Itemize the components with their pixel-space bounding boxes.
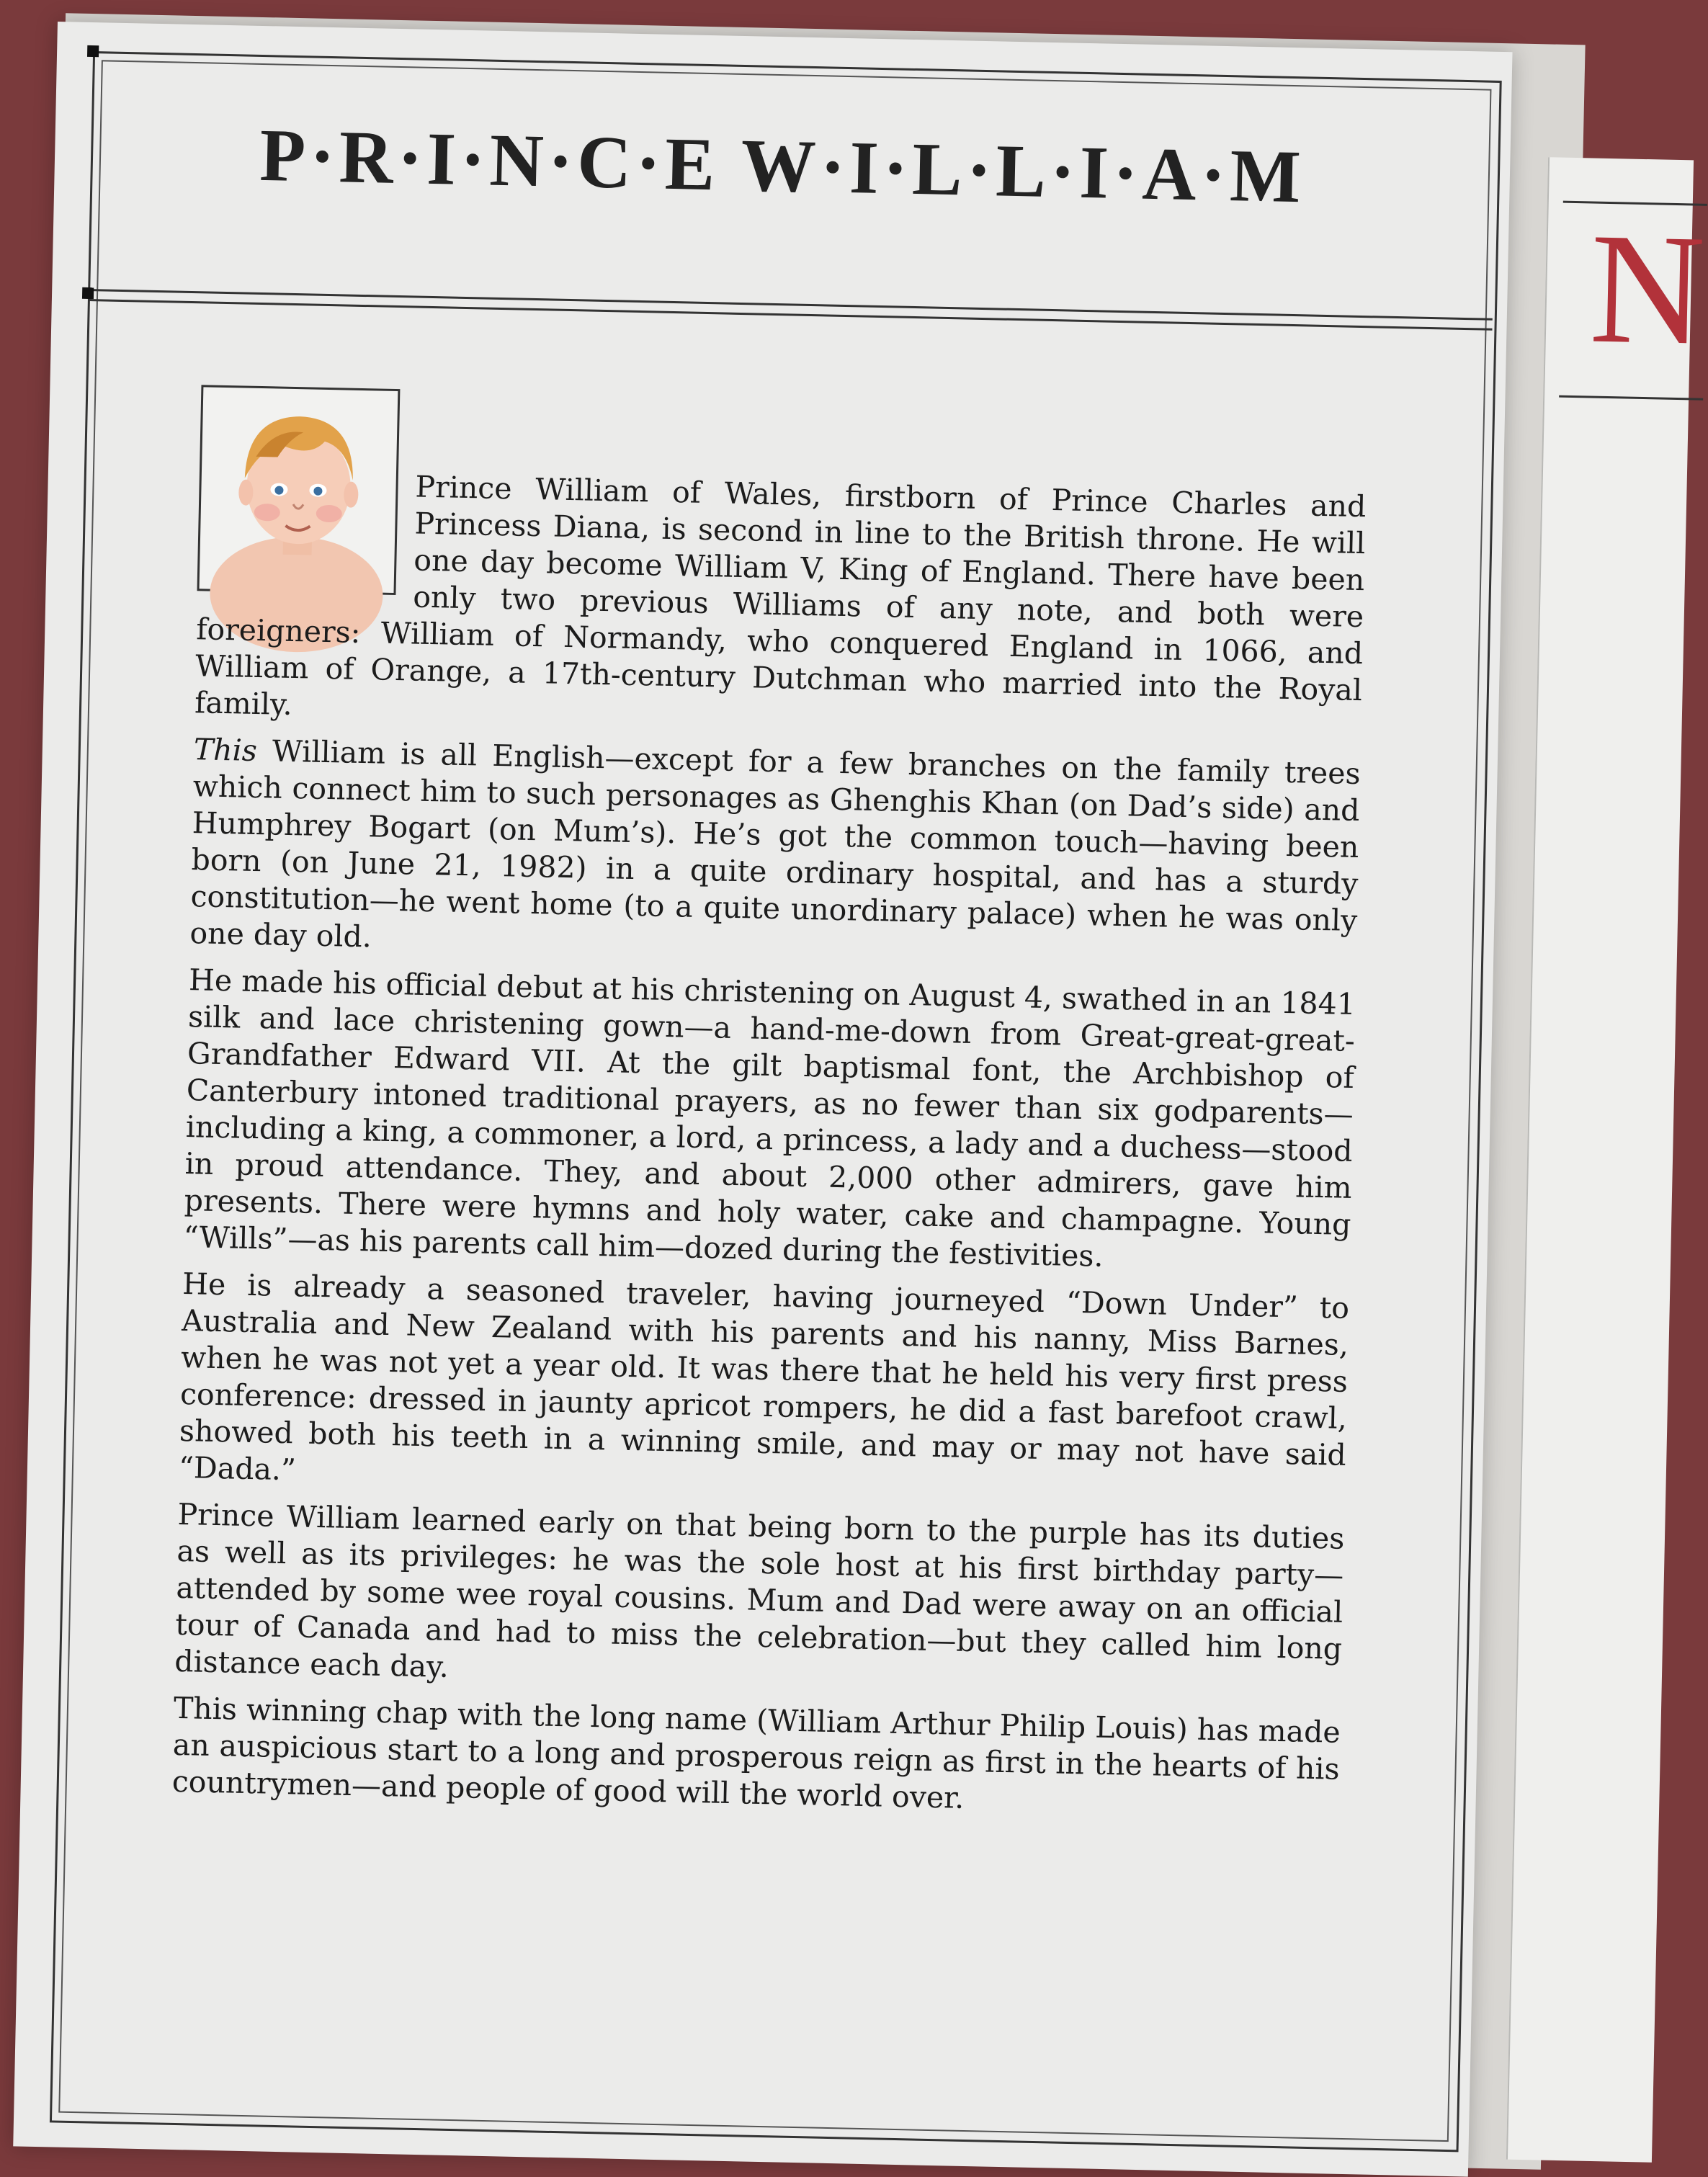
- paragraph: He is already a seasoned traveler, having journeyed “Down Under” to Australia and New Zealand with his parents and his nanny, Miss Barnes, when he was not yet a year old. It was there that he held his very first press conference: dressed in jaunty apricot rompers, he did a fast barefoot crawl, showed both his teeth in a winning smile, and may or may not have said “Dada.”: [178, 1266, 1350, 1488]
- paragraph: This winning chap with the long name (William Arthur Philip Louis) has made an auspicious start to a long and prosperous reign as first in the hearts of his countrymen—and people of good will the world over.: [171, 1690, 1341, 1815]
- book-page: [13, 22, 1512, 2177]
- article-body: [171, 464, 1367, 1835]
- next-page-red-letter: N: [1588, 200, 1707, 378]
- corner-ornament: [87, 45, 99, 57]
- paragraph: This William is all English—except for a few branches on the family trees which connect him to such personages as Ghenghis Khan (on Dad’s side) and Humphrey Bogart (on Mum’s). He’s got the common touch—having been born (on June 21, 1982) in a quite ordinary hospital, and has a sturdy constitution—he went home (to a quite unordinary palace) when he was only one day old.: [189, 732, 1362, 955]
- paragraph: He made his official debut at his christening on August 4, swathed in an 1841 silk and lace christening gown—a hand-me-down from Great-great-great-Grandfather Edward VII. At the gilt baptismal font, the Archbishop of Canterbury intoned traditional prayers, as no fewer than six godparents—including a king, a commoner, a lord, a princess, a lady and a duchess—stood in proud attendance. They, and about 2,000 other admirers, gave him presents. There were hymns and holy water, cake and champagne. Young “Wills”—as his parents call him—dozed during the festivities.: [183, 962, 1356, 1274]
- paragraph: Prince William of Wales, firstborn of Prince Charles and Princess Diana, is second in line to the British throne. He will one day become William V, King of England. There have been only two previous Williams of any note, and both were foreigners: William of Normandy, who conquered England in 1066, and William of Orange, a 17th-century Dutchman who married into the Royal family.: [194, 469, 1367, 723]
- paragraph: Prince William learned early on that being born to the purple has its duties as well as its privileges: he was the sole host at his first birthday party—attended by some wee royal cousins. Mum and Dad were away on an official tour of Canada and had to miss the celebration—but they called him long distance each day.: [174, 1496, 1345, 1684]
- corner-ornament: [82, 287, 94, 299]
- page-title: P·R·I·N·C·E W·I·L·L·I·A·M: [259, 113, 1306, 219]
